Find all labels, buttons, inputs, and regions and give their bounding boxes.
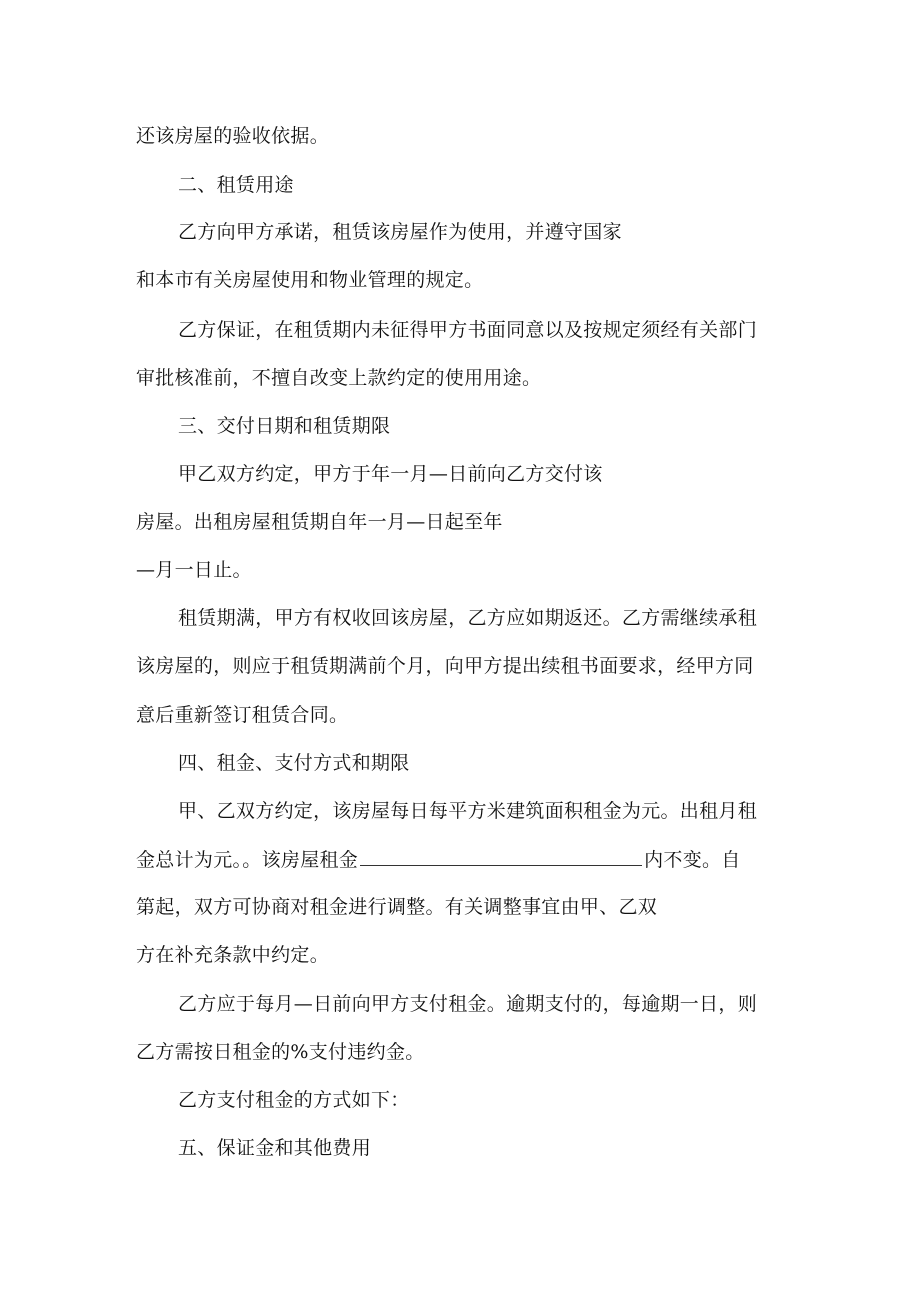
rent-line-after: 内不变。自	[644, 849, 741, 871]
paragraph-line: 乙方需按日租金的%支付违约金。	[136, 1041, 425, 1063]
paragraph-line: —月一日止。	[136, 559, 252, 581]
section-heading: 四、租金、支付方式和期限	[178, 752, 410, 774]
section-heading: 三、交付日期和租赁期限	[178, 415, 391, 437]
paragraph-line: 第起，双方可协商对租金进行调整。有关调整事宜由甲、乙双	[136, 896, 658, 918]
paragraph-line: 意后重新签订租赁合同。	[136, 704, 349, 726]
section-heading: 二、租赁用途	[178, 174, 294, 196]
paragraph-line: 审批核准前，不擅自改变上款约定的使用用途。	[136, 367, 542, 389]
paragraph-line: 乙方应于每月—日前向甲方支付租金。逾期支付的，每逾期一日，则	[178, 993, 758, 1015]
paragraph-line: 乙方保证，在租赁期内未征得甲方书面同意以及按规定须经有关部门	[178, 319, 758, 341]
rent-blank-field	[360, 847, 642, 866]
paragraph-line: 房屋。出租房屋租赁期自年一月—日起至年	[136, 511, 503, 533]
rent-line-before: 金总计为元。。该房屋租金	[136, 849, 359, 871]
section-heading: 五、保证金和其他费用	[178, 1137, 372, 1159]
paragraph-line: 甲乙双方约定，甲方于年一月—日前向乙方交付该	[178, 463, 603, 485]
paragraph-line: 还该房屋的验收依据。	[136, 125, 330, 147]
paragraph-line: 和本市有关房屋使用和物业管理的规定。	[136, 269, 484, 291]
paragraph-line: 乙方支付租金的方式如下：	[178, 1089, 410, 1111]
paragraph-line: 方在补充条款中约定。	[136, 944, 330, 966]
paragraph-line: 乙方向甲方承诺，租赁该房屋作为使用，并遵守国家	[178, 221, 622, 243]
paragraph-line: 租赁期满，甲方有权收回该房屋，乙方应如期返还。乙方需继续承租	[178, 607, 758, 629]
paragraph-line: 甲、乙双方约定，该房屋每日每平方米建筑面积租金为元。出租月租	[178, 800, 758, 822]
paragraph-line: 该房屋的，则应于租赁期满前个月，向甲方提出续租书面要求，经甲方同	[136, 655, 754, 677]
rent-line	[136, 847, 741, 872]
